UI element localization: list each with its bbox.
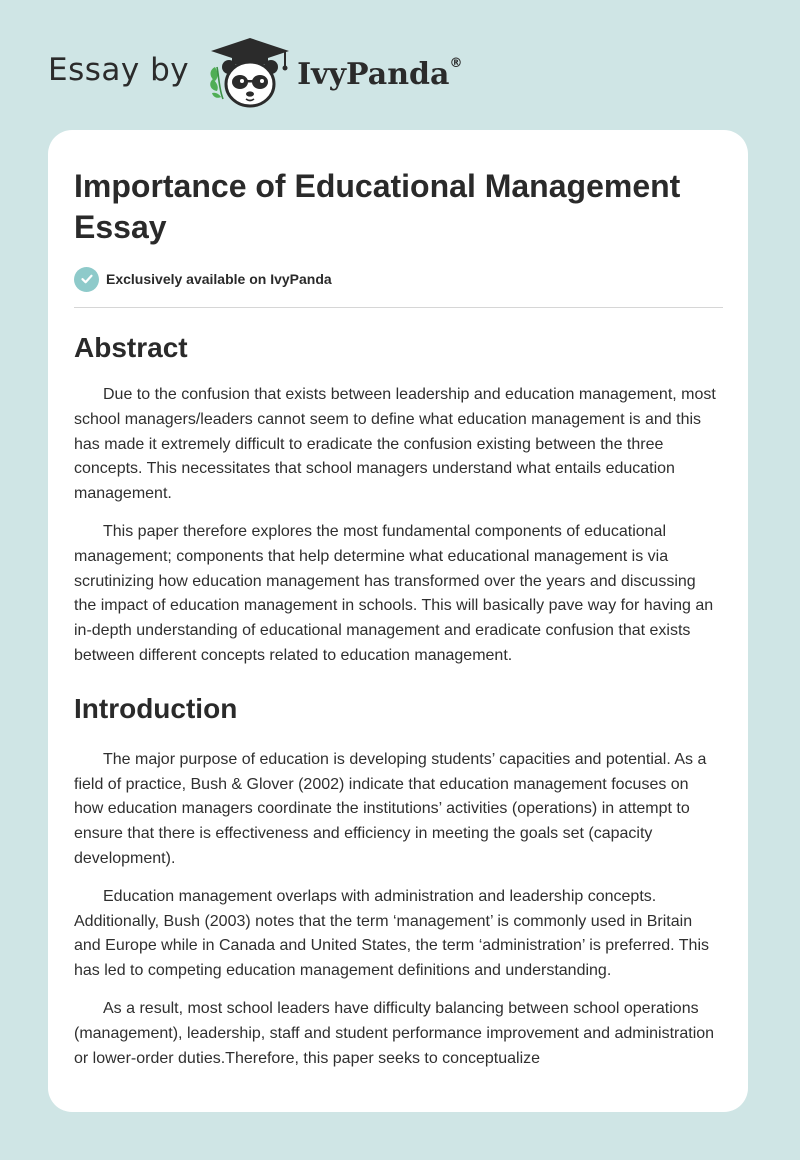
paragraph: Due to the confusion that exists between leadership and education management, most school managers/leaders cannot seem to define what education management is and this has made it extremely difficult to eradicate the confusion existing between the three concepts. This necessitates that school managers understand what entails education management. bbox=[74, 386, 716, 503]
registered-mark: ® bbox=[449, 55, 463, 71]
paragraph: As a result, most school leaders have difficulty balancing between school operations (management), leadership, staff and student performance improvement and administration or lower-order duties.Therefore, this paper seeks to conceptualize bbox=[74, 999, 715, 1067]
section-heading-abstract: Abstract bbox=[74, 332, 188, 363]
divider bbox=[74, 307, 723, 308]
exclusive-label: Exclusively available on IvyPanda bbox=[106, 271, 332, 287]
essay-card bbox=[48, 130, 748, 1112]
brand-name[interactable] bbox=[297, 57, 462, 92]
paragraph: The major purpose of education is developing students’ capacities and potential. As a field of practice, Bush & Glover (2002) indicate that education management focuses on how education managers coordinate the institutions’ activities (operations) in attempt to ensure that there is effectiveness and efficiency in meeting the goals set (capacity development). bbox=[74, 750, 707, 867]
essay-title: Importance of Educational Management Essay bbox=[74, 168, 681, 245]
essay-by-label: Essay by bbox=[48, 52, 190, 88]
paragraph: Education management overlaps with administration and leadership concepts. Additionally, Bush (2003) notes that the term ‘management’ is commonly used in Britain and Europe while in Canada and United States, the term ‘administration’ is preferred. This has led to competing education management definitions and understanding. bbox=[74, 887, 710, 980]
section-body-abstract bbox=[74, 383, 722, 669]
section-body-introduction bbox=[74, 748, 722, 1072]
section-heading-introduction: Introduction bbox=[74, 692, 238, 724]
paragraph: This paper therefore explores the most fundamental components of educational management; components that help determine what educational management is via scrutinizing how education management has transformed over the years and discussing the impact of education management in schools. This will basically pave way for having an in-depth understanding of educational management and eradicate confusion that exists between different concepts related to education management. bbox=[74, 522, 714, 664]
exclusive-badge bbox=[74, 266, 722, 292]
brand-text: IvyPanda bbox=[297, 56, 450, 92]
site-header bbox=[48, 34, 462, 110]
ivypanda-logo-icon[interactable] bbox=[205, 37, 295, 111]
check-icon bbox=[74, 267, 99, 292]
